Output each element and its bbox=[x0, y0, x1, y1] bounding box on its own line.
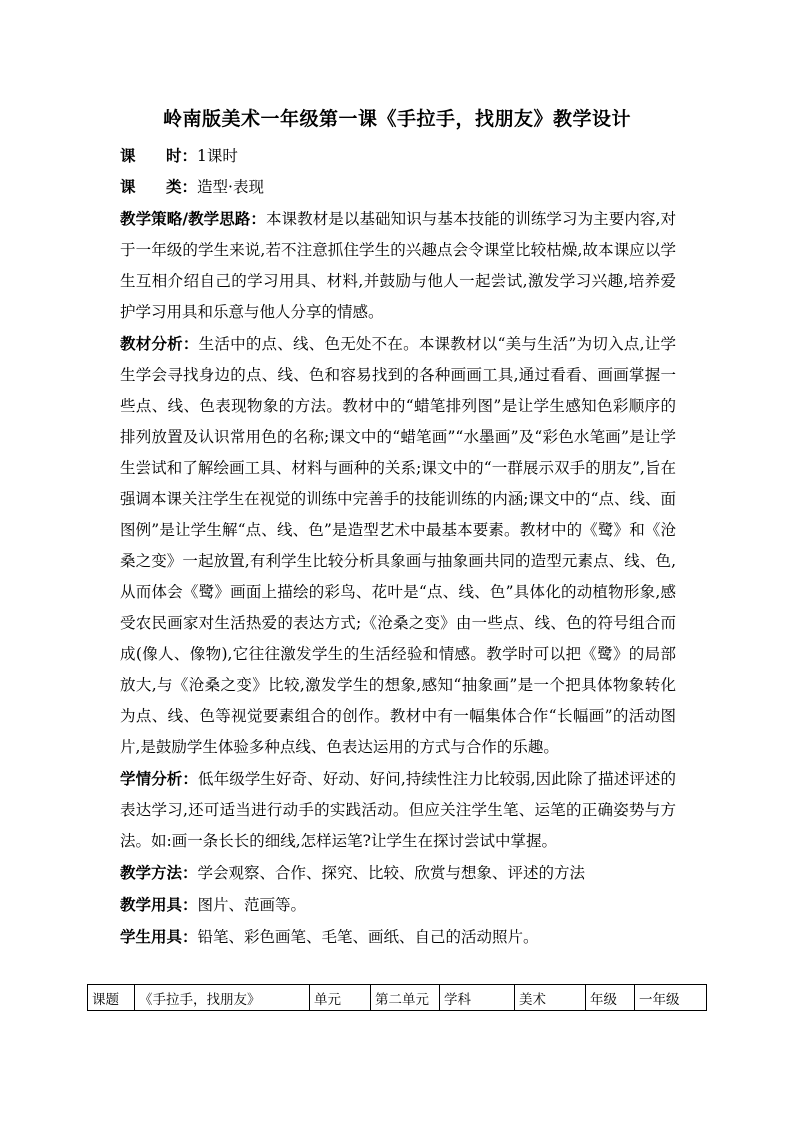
learners-paragraph bbox=[120, 763, 676, 857]
class-type-line bbox=[120, 174, 264, 200]
class-type-key-b: 类： bbox=[166, 177, 198, 196]
table-row bbox=[88, 985, 707, 1011]
document-body bbox=[120, 203, 676, 953]
table-cell-subject-value: 《手拉手，找朋友》 bbox=[135, 985, 310, 1011]
strategy-paragraph bbox=[120, 203, 676, 328]
student-tools-label: 学生用具： bbox=[120, 927, 198, 946]
class-type-value: 造型·表现 bbox=[197, 178, 264, 196]
class-period-line bbox=[120, 143, 238, 169]
strategy-text: 本课教材是以基础知识与基本技能的训练学习为主要内容,对于一年级的学生来说,若不注意抓住学生的兴趣点会令课堂比较枯燥,故本课应以学生互相介绍自己的学习用具、材料,并鼓励与他人一起尝试,激发学习兴趣,培养爱护学习用具和乐意与他人分享的情感。 bbox=[120, 210, 676, 321]
learners-label: 学情分析： bbox=[120, 769, 199, 788]
student-tools-text: 铅笔、彩色画笔、毛笔、画纸、自己的活动照片。 bbox=[197, 928, 539, 946]
strategy-label: 教学策略/教学思路： bbox=[120, 209, 266, 228]
class-period-key-b: 时： bbox=[166, 146, 198, 165]
teacher-tools-label: 教学用具： bbox=[120, 895, 198, 914]
methods-paragraph bbox=[120, 857, 676, 889]
class-period-value: 1课时 bbox=[197, 147, 238, 165]
lesson-info-table bbox=[87, 984, 707, 1011]
table-cell-subject-key: 课题 bbox=[88, 985, 135, 1011]
table-cell-grade-key: 年级 bbox=[586, 985, 635, 1011]
document-title: 岭南版美术一年级第一课《手拉手，找朋友》教学设计 bbox=[162, 108, 631, 130]
table-cell-discipline-value: 美术 bbox=[515, 985, 586, 1011]
table-cell-unit-value: 第二单元 bbox=[371, 985, 440, 1011]
methods-text: 学会观察、合作、探究、比较、欣赏与想象、评述的方法 bbox=[197, 864, 586, 882]
learners-text: 低年级学生好奇、好动、好问,持续性注力比较弱,因此除了描述评述的表达学习,还可适当进行动手的实践活动。但应关注学生笔、运笔的正确姿势与方法。如:画一条长长的细线,怎样运笔?让学生在探讨尝试中掌握。 bbox=[120, 770, 676, 850]
table-cell-unit-key: 单元 bbox=[310, 985, 371, 1011]
teacher-tools-text: 图片、范画等。 bbox=[197, 896, 307, 914]
table-cell-discipline-key: 学科 bbox=[440, 985, 515, 1011]
class-type-key-a: 课 bbox=[120, 177, 136, 196]
class-period-key-a: 课 bbox=[120, 146, 136, 165]
student-tools-paragraph bbox=[120, 921, 676, 953]
material-label: 教材分析： bbox=[120, 334, 199, 353]
material-paragraph bbox=[120, 328, 676, 763]
material-text: 生活中的点、线、色无处不在。本课教材以“美与生活”为切入点,让学生学会寻找身边的点、线、色和容易找到的各种画画工具,通过看看、画画掌握一些点、线、色表现物象的方法。教材中的“蜡笔排列图”是让学生感知色彩顺序的排列放置及认识常用色的名称;课文中的“蜡笔画”“水墨画”及“彩色水笔画”是让学生尝试和了解绘画工具、材料与画种的关系;课文中的“一群展示双手的朋友”,旨在强调本课关注学生在视觉的训练中完善手的技能训练的内涵;课文中的“点、线、面图例”是让学生解“点、线、色”是造型艺术中最基本要素。教材中的《鹭》和《沧桑之变》一起放置,有利学生比较分析具象画与抽象画共同的造型元素点、线、色,从而体会《鹭》画面上描绘的彩鸟、花叶是“点、线、色”具体化的动植物形象,感受农民画家对生活热爱的表达方式;《沧桑之变》由一些点、线、色的符号组合而成(像人、像物),它往往激发学生的生活经验和情感。教学时可以把《鹭》的局部放大,与《沧桑之变》比较,激发学生的想象,感知“抽象画”是一个把具体物象转化为点、线、色等视觉要素组合的创作。教材中有一幅集体合作“长幅画”的活动图片,是鼓励学生体验多种点线、色表达运用的方式与合作的乐趣。 bbox=[120, 335, 676, 756]
methods-label: 教学方法： bbox=[120, 863, 198, 882]
table-cell-grade-value: 一年级 bbox=[635, 985, 707, 1011]
teacher-tools-paragraph bbox=[120, 889, 676, 921]
